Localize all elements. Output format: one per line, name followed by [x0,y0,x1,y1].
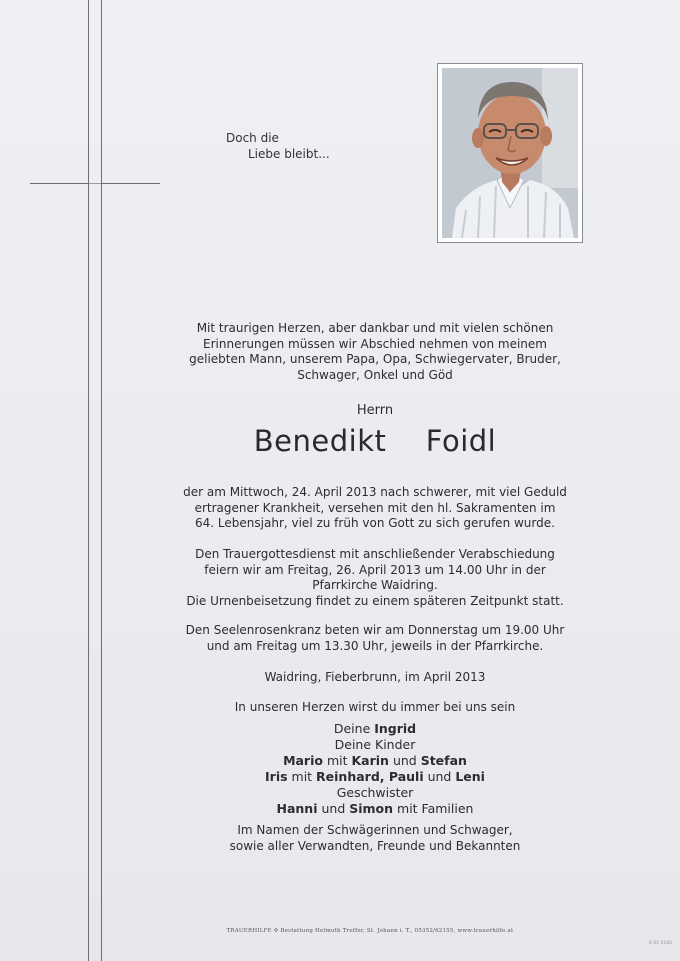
intro-paragraph [160,321,590,383]
honorific: Herrn [356,403,394,418]
cross-vertical-line-right [101,0,102,961]
motto-line-2: Liebe bleibt... [248,147,330,161]
service-line: Den Trauergottesdienst mit anschließender Verabschiedung [195,547,555,561]
child-line-2: Iris mit Reinhard, Pauli und Leni [265,769,485,784]
closing-line: Im Namen der Schwägerinnen und Schwager, [237,823,513,837]
closing-line: sowie aller Verwandten, Freunde und Bekannten [229,838,521,853]
rosary-info [160,623,590,654]
hearts-line: In unseren Herzen wirst du immer bei uns sein [234,700,516,714]
service-line: feiern wir am Freitag, 26. April 2013 um 14.00 Uhr in der [204,562,546,577]
print-stamp: B 01 0184 [648,941,672,946]
children-label: Deine Kinder [334,737,416,752]
details-line: ertragener Krankheit, versehen mit den hl. Sakramenten im [194,500,556,515]
funeral-service [160,547,590,609]
details-line: der am Mittwoch, 24. April 2013 nach schwerer, mit viel Geduld [183,485,567,499]
portrait-illustration [442,68,578,238]
intro-line: geliebten Mann, unserem Papa, Opa, Schwiegervater, Bruder, [189,352,561,366]
cross-vertical-line-left [88,0,89,961]
family-list [160,721,590,817]
rosary-line: Den Seelenrosenkranz beten wir am Donnerstag um 19.00 Uhr [185,623,565,637]
footer-imprint: TRAUERHILFE ✣ Bestattung Helmuth Treffer, St. Johann i. T., 05352/62155, www.trauerhilfe.at [226,928,514,934]
intro-line: Mit traurigen Herzen, aber dankbar und mit vielen schönen [196,321,554,335]
motto [226,130,330,162]
intro-line: Erinnerungen müssen wir Abschied nehmen von meinem [203,336,547,351]
closing-lines [160,823,590,854]
motto-line-1: Doch die [226,131,279,145]
death-details [160,485,590,532]
service-line: Pfarrkirche Waidring. [312,578,438,592]
deceased-name: Benedikt Foidl [253,424,497,458]
cross-horizontal-line-left [30,183,88,184]
wife-name: Ingrid [374,721,417,736]
intro-line: Schwager, Onkel und Göd [297,367,453,382]
cross-horizontal-line-right [102,183,160,184]
wife-line: Deine Ingrid [333,721,417,736]
portrait-photo [442,68,578,238]
cross-horizontal-line-inner [89,183,101,184]
rosary-line: und am Freitag um 13.30 Uhr, jeweils in der Pfarrkirche. [206,638,544,653]
details-line: 64. Lebensjahr, viel zu früh von Gott zu sich gerufen wurde. [195,516,555,530]
child-line-1: Mario mit Karin und Stefan [283,753,467,768]
place-date: Waidring, Fieberbrunn, im April 2013 [264,670,486,684]
siblings-line: Hanni und Simon mit Familien [276,801,474,816]
service-line: Die Urnenbeisetzung findet zu einem späteren Zeitpunkt statt. [186,593,564,608]
siblings-label: Geschwister [336,785,414,800]
portrait-frame [437,63,583,243]
